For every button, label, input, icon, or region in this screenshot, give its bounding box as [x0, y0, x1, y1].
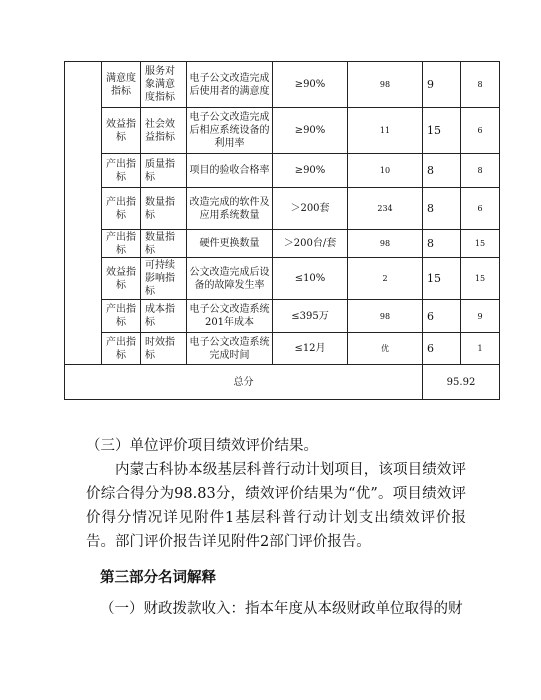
weight-cell: 6 [423, 333, 461, 365]
actual-value-cell: 98 [348, 62, 423, 108]
table-row [65, 300, 500, 333]
actual-value-cell: 优 [348, 333, 423, 365]
indicator-name-cell: 时效指标 [141, 333, 187, 365]
indicator-name-cell: 数量指标 [141, 230, 187, 258]
target-value-cell: ≥90% [273, 62, 348, 108]
indicator-type-cell: 产出指标 [102, 230, 141, 258]
actual-value-cell: 2 [348, 258, 423, 300]
actual-value-cell: 234 [348, 188, 423, 230]
indicator-name-cell: 数量指标 [141, 188, 187, 230]
weight-cell: 15 [423, 258, 461, 300]
table-row [65, 230, 500, 258]
table-row [65, 333, 500, 365]
actual-value-cell: 10 [348, 154, 423, 188]
merged-blank-cell [65, 62, 102, 365]
target-value-cell: ≥90% [273, 108, 348, 154]
total-value: 95.92 [423, 365, 500, 400]
indicator-content-cell: 电子公文改造系统完成时间 [187, 333, 273, 365]
indicator-type-cell: 效益指标 [102, 258, 141, 300]
weight-cell: 8 [423, 154, 461, 188]
target-value-cell: ＞200台/套 [273, 230, 348, 258]
actual-value-cell: 11 [348, 108, 423, 154]
indicator-name-cell: 社会效益指标 [141, 108, 187, 154]
score-cell: 9 [461, 300, 500, 333]
section-three-body: 内蒙古科协本级基层科普行动计划项目，该项目绩效评价综合得分为98.83分，绩效评价结果为“优”。项目绩效评价得分情况详见附件1基层科普行动计划支出绩效评价报告。部门评价报告详见附件2部门评价报告。 [86, 462, 466, 550]
weight-cell: 8 [423, 188, 461, 230]
target-value-cell: ≥90% [273, 154, 348, 188]
indicator-type-cell: 产出指标 [102, 333, 141, 365]
indicator-content-cell: 电子公文改造系统201年成本 [187, 300, 273, 333]
indicator-content-cell: 公文改造完成后设备的故障发生率 [187, 258, 273, 300]
indicator-content-cell: 电子公文改造完成后相应系统设备的利用率 [187, 108, 273, 154]
indicator-content-cell: 改造完成的软件及应用系统数量 [187, 188, 273, 230]
definition-one: （一）财政拨款收入：指本年度从本级财政单位取得的财 [100, 601, 463, 617]
indicator-type-cell: 产出指标 [102, 154, 141, 188]
actual-value-cell: 98 [348, 230, 423, 258]
table-row [65, 108, 500, 154]
score-cell: 15 [461, 258, 500, 300]
indicator-content-cell: 硬件更换数量 [187, 230, 273, 258]
performance-table [64, 61, 500, 400]
total-label: 总分 [65, 365, 423, 400]
table-row [65, 62, 500, 108]
indicator-type-cell: 产出指标 [102, 300, 141, 333]
table-row [65, 188, 500, 230]
weight-cell: 9 [423, 62, 461, 108]
indicator-type-cell: 产出指标 [102, 188, 141, 230]
weight-cell: 15 [423, 108, 461, 154]
score-cell: 15 [461, 230, 500, 258]
part-three-heading: 第三部分名词解释 [100, 570, 216, 586]
actual-value-cell: 98 [348, 300, 423, 333]
indicator-name-cell: 服务对象满意度指标 [141, 62, 187, 108]
indicator-type-cell: 满意度指标 [102, 62, 141, 108]
table-row [65, 258, 500, 300]
target-value-cell: ≤12月 [273, 333, 348, 365]
section-three-title: （三）单位评价项目绩效评价结果。 [86, 438, 318, 454]
weight-cell: 6 [423, 300, 461, 333]
indicator-type-cell: 效益指标 [102, 108, 141, 154]
weight-cell: 8 [423, 230, 461, 258]
score-cell: 8 [461, 62, 500, 108]
score-cell: 8 [461, 154, 500, 188]
target-value-cell: ≤395万 [273, 300, 348, 333]
indicator-content-cell: 项目的验收合格率 [187, 154, 273, 188]
indicator-name-cell: 质量指标 [141, 154, 187, 188]
score-cell: 6 [461, 108, 500, 154]
total-row [65, 365, 500, 400]
score-cell: 1 [461, 333, 500, 365]
table-row [65, 154, 500, 188]
target-value-cell: ＞200套 [273, 188, 348, 230]
score-cell: 6 [461, 188, 500, 230]
indicator-content-cell: 电子公文改造完成后使用者的满意度 [187, 62, 273, 108]
indicator-name-cell: 可持续影响指标 [141, 258, 187, 300]
indicator-name-cell: 成本指标 [141, 300, 187, 333]
target-value-cell: ≤10% [273, 258, 348, 300]
